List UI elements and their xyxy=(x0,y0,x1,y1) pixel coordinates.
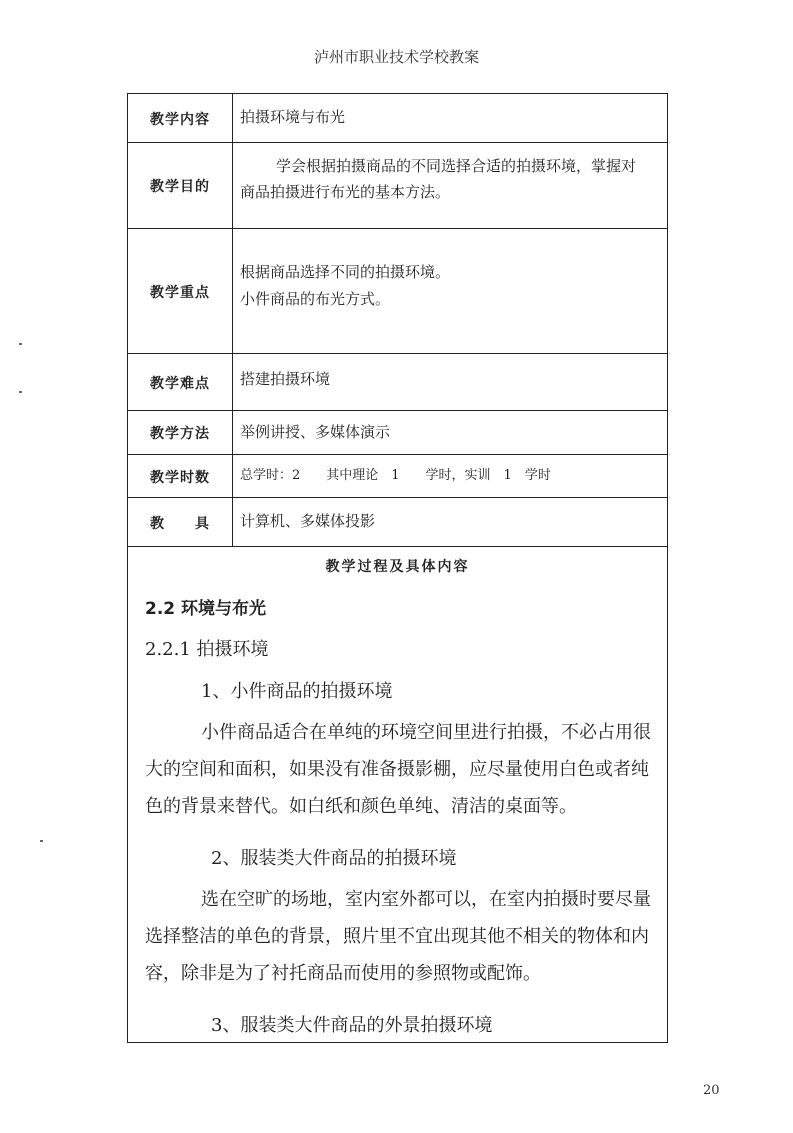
value-objective-line2: 商品拍摄进行布光的基本方法。 xyxy=(240,183,451,201)
paragraph-2-line3: 容，除非是为了衬托商品而使用的参照物或配饰。 xyxy=(145,963,541,984)
row-key-points xyxy=(128,229,667,354)
value-key-point-2: 小件商品的布光方式。 xyxy=(240,290,391,308)
subsection-heading: 2.2.1 拍摄环境 xyxy=(145,639,269,660)
scan-speck xyxy=(40,840,43,842)
process-title: 教学过程及具体内容 xyxy=(325,559,470,575)
value-key-point-1: 根据商品选择不同的拍摄环境。 xyxy=(240,263,451,281)
label-method: 教学方法 xyxy=(150,426,210,442)
value-tools: 计算机、多媒体投影 xyxy=(240,512,376,530)
row-difficulty xyxy=(128,354,667,411)
value-content: 拍摄环境与布光 xyxy=(240,108,346,126)
paragraph-1-line1: 小件商品适合在单纯的环境空间里进行拍摄，不必占用很 xyxy=(201,722,651,743)
row-tools xyxy=(128,498,667,547)
label-tools: 教 具 xyxy=(150,515,210,532)
paragraph-2-line2: 选择整洁的单色的背景，照片里不宜出现其他不相关的物体和内 xyxy=(145,926,649,947)
label-key-points: 教学重点 xyxy=(150,284,210,301)
row-objective xyxy=(128,143,667,229)
paragraph-1-line2: 大的空间和面积，如果没有准备摄影棚，应尽量使用白色或者纯 xyxy=(145,759,649,780)
page-number: 20 xyxy=(703,1083,720,1098)
value-method: 举例讲授、多媒体演示 xyxy=(240,423,391,441)
scan-speck xyxy=(19,343,22,345)
item-heading-1: 1、小件商品的拍摄环境 xyxy=(201,681,393,702)
value-hours: 总学时：2 其中理论 1 学时，实训 1 学时 xyxy=(240,468,551,483)
row-hours xyxy=(128,455,667,498)
section-heading: 2.2 环境与布光 xyxy=(145,599,267,619)
item-heading-2: 2、服装类大件商品的拍摄环境 xyxy=(211,848,457,869)
document-header: 泸州市职业技术学校教案 xyxy=(313,48,479,66)
label-hours: 教学时数 xyxy=(150,469,210,486)
value-difficulty: 搭建拍摄环境 xyxy=(240,370,331,388)
scan-speck xyxy=(19,391,22,393)
lesson-plan-table xyxy=(127,93,668,1043)
label-difficulty: 教学难点 xyxy=(150,375,210,392)
row-method xyxy=(128,411,667,455)
item-heading-3: 3、服装类大件商品的外景拍摄环境 xyxy=(211,1015,493,1036)
row-content xyxy=(128,94,667,143)
paragraph-1-line3: 色的背景来替代。如白纸和颜色单纯、清洁的桌面等。 xyxy=(145,796,577,817)
paragraph-2-line1: 选在空旷的场地，室内室外都可以，在室内拍摄时要尽量 xyxy=(201,889,651,910)
value-objective-line1: 学会根据拍摄商品的不同选择合适的拍摄环境，掌握对 xyxy=(276,157,637,175)
label-objective: 教学目的 xyxy=(150,179,210,195)
label-content: 教学内容 xyxy=(150,111,210,128)
